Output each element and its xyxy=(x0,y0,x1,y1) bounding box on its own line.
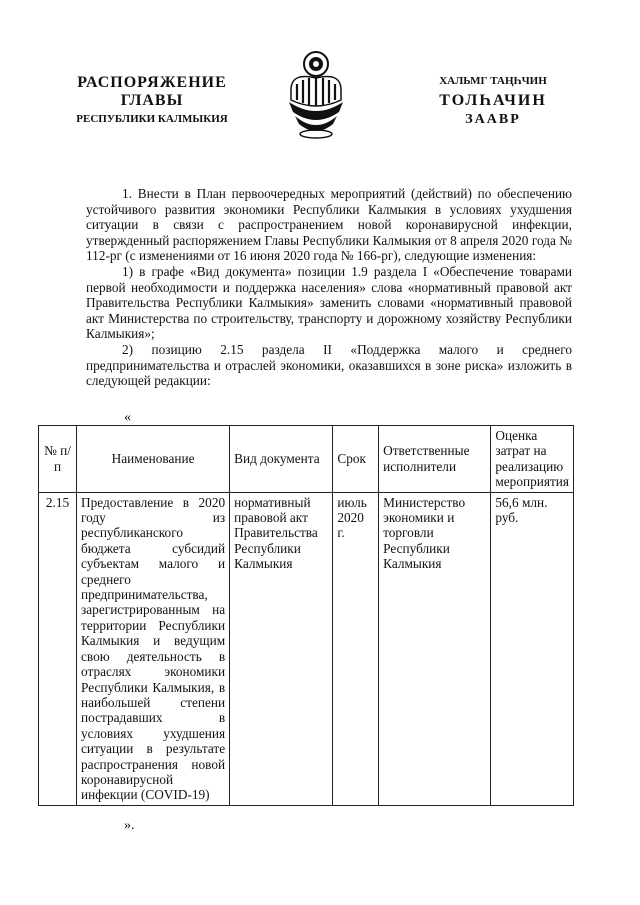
header-kalmyk-line2: ТОЛҺАЧИН xyxy=(439,92,547,109)
header-kalmyk-line3: ЗААВР xyxy=(465,112,521,127)
col-header-term: Срок xyxy=(333,426,379,493)
document-body xyxy=(86,186,572,389)
col-header-name: Наименование xyxy=(77,426,230,493)
cell-num: 2.15 xyxy=(39,492,77,805)
cell-name: Предоставление в 2020 году из республиканского бюджета субсидий субъектам малого и среднего предпринимательства, зарегистрированным на территории Республики Калмыкия и ведущим свою деятельность в отраслях экономики Республики Калмыкия, в наибольшей степени пострадавших в условиях ухудшения ситуации в результате распространения новой коронавирусной инфекции (COVID-19) xyxy=(77,492,230,805)
header-subtitle: ГЛАВЫ xyxy=(120,92,184,109)
col-header-responsible: Ответственные исполнители xyxy=(379,426,491,493)
cell-responsible: Министерство экономики и торговли Республики Калмыкия xyxy=(379,492,491,805)
measures-table xyxy=(38,425,574,806)
col-header-doc-type: Вид документа xyxy=(230,426,333,493)
quote-open: « xyxy=(124,410,131,425)
table-row xyxy=(39,492,574,805)
header-title: РАСПОРЯЖЕНИЕ xyxy=(77,74,227,91)
cell-term: июль 2020 г. xyxy=(333,492,379,805)
col-header-num: № п/п xyxy=(39,426,77,493)
document-type-header xyxy=(62,74,242,128)
header-kalmyk-line1: ХАЛЬМГ ТАҢҺЧИН xyxy=(439,75,547,87)
header-republic: РЕСПУБЛИКИ КАЛМЫКИЯ xyxy=(76,113,228,125)
cell-cost: 56,6 млн. руб. xyxy=(491,492,574,805)
document-type-header-kalmyk xyxy=(408,72,578,129)
cell-doc-type: нормативный правовой акт Правительства Республики Калмыкия xyxy=(230,492,333,805)
quote-close: ». xyxy=(124,818,135,833)
table-header-row xyxy=(39,426,574,493)
paragraph-1: 1. Внести в План первоочередных мероприятий (действий) по обеспечению устойчивого развития экономики Республики Калмыкия в условиях ухудшения ситуации в связи с распространением новой коронавирусной инфекции, утвержденный распоряжением Главы Республики Калмыкия от 8 апреля 2020 года № 112-рг (с изменениями от 16 июня 2020 года № 166-рг), следующие изменения: xyxy=(86,186,572,264)
coat-of-arms-icon xyxy=(283,50,349,140)
paragraph-3: 2) позицию 2.15 раздела II «Поддержка малого и среднего предпринимательства и отраслей экономики, оказавшихся в зоне риска» изложить в следующей редакции: xyxy=(86,341,572,389)
col-header-cost: Оценка затрат на реализацию мероприятия xyxy=(491,426,574,493)
paragraph-2: 1) в графе «Вид документа» позиции 1.9 раздела I «Обеспечение товарами первой необходимости и поддержка населения» слова «нормативный правовой акт Правительства Республики Калмыкия» заменить словами «нормативный правовой акт Министерства по строительству, транспорту и дорожному хозяйству Республики Калмыкия»; xyxy=(86,263,572,342)
